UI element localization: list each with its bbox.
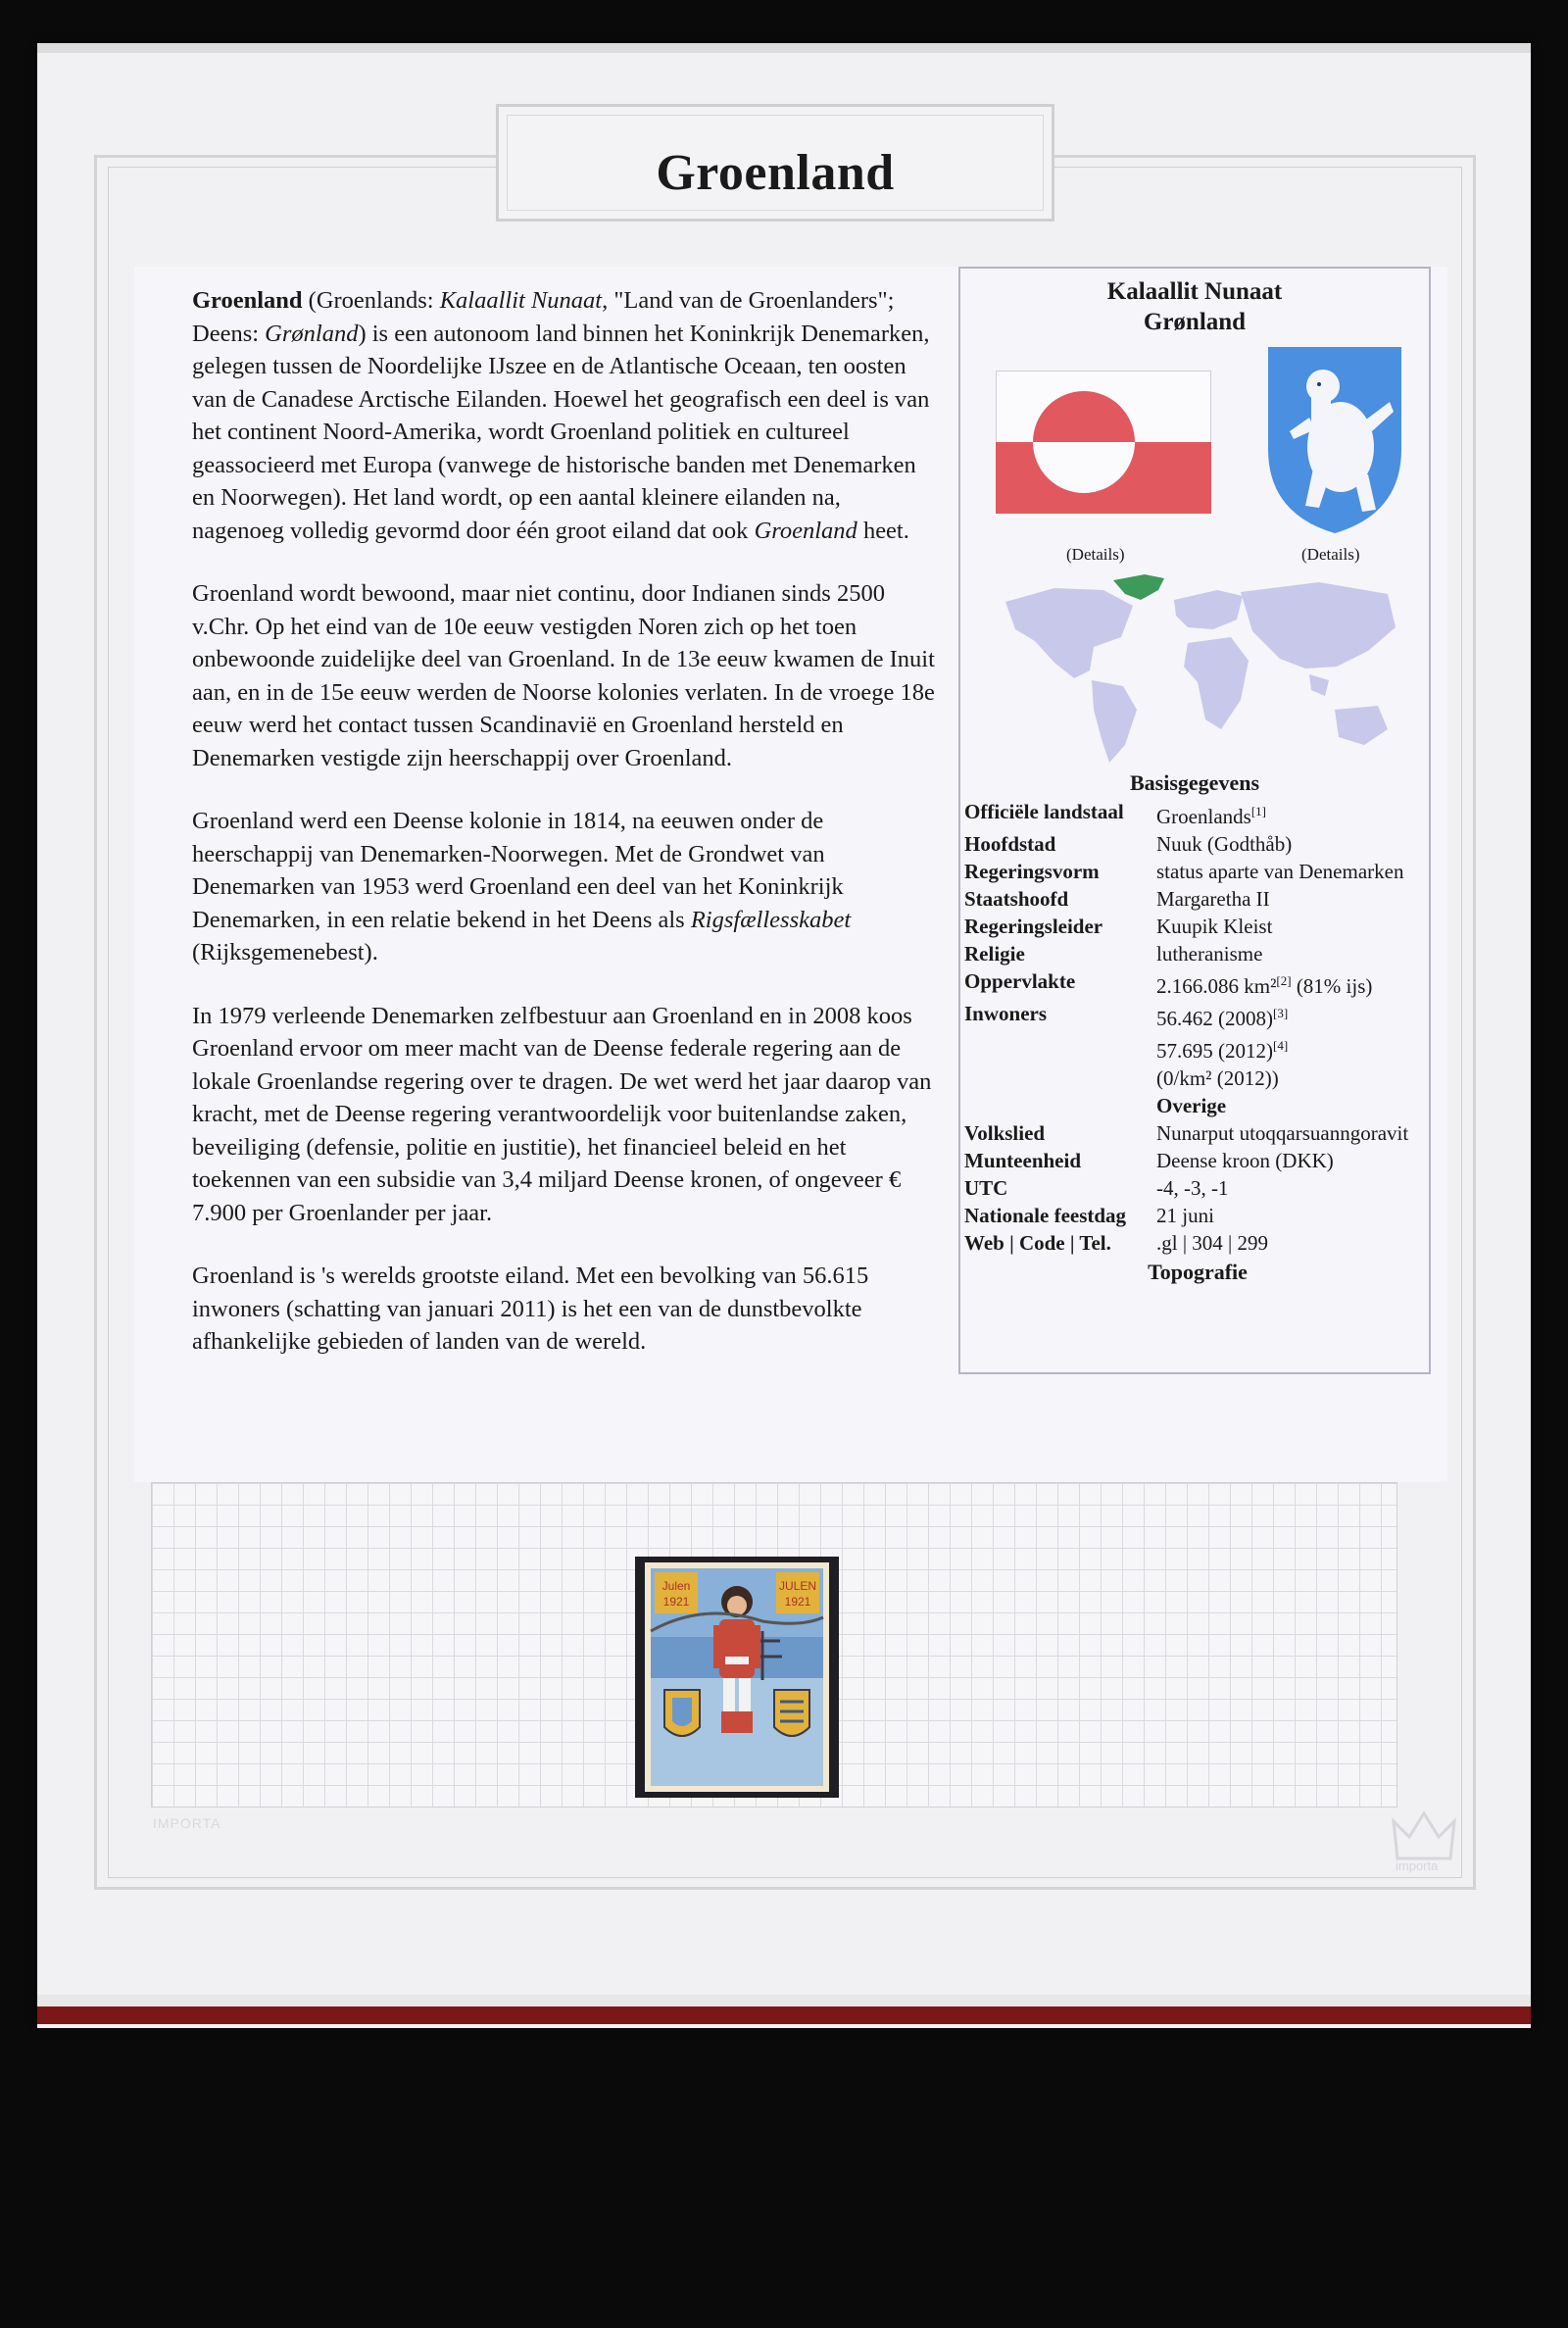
footnote-link[interactable]: [2] [1276, 973, 1292, 988]
value-text: (81% ijs) [1291, 974, 1373, 998]
title-box [496, 104, 1054, 222]
infobox-title [960, 276, 1429, 337]
row-capital [964, 830, 1431, 858]
stamp-label-left-2: 1921 [662, 1595, 690, 1609]
page-edge [37, 43, 1531, 53]
stamp-label-right-2: 1921 [784, 1595, 811, 1609]
paragraph-5: Groenland is 's werelds grootste eiland. Met een bevolking van 56.615 inwoners (schatting van januari 2011) is het een van de dunstbevolkte afhankelijke gebieden of landen van de wereld. [192, 1263, 869, 1355]
value-text: 2.166.086 km² [1156, 974, 1277, 998]
danish-name: Grønland [265, 320, 359, 347]
text-span: (Groenlands: [302, 287, 440, 314]
row-value: Kuupik Kleist [1156, 915, 1273, 938]
row-key: Nationale feestdag [964, 1204, 1127, 1227]
row-value: Margaretha II [1156, 887, 1270, 911]
coa-details-link[interactable]: (Details) [1301, 545, 1360, 564]
text-span: ) is een autonoom land binnen het Koninkrijk Denemarken, gelegen tussen de Noordelijke IJszee en de Atlantische Oceaan, ten oosten van de Canadese Arctische Eilanden. Hoewel het geografisch een deel is van het continent Noord-Amerika, wordt Groenland politiek en cultureel geassocieerd met Europa (vanwege de historische banden met Denemarken en Noorwegen). Het land wordt, op een aantal kleinere eilanden na, nagenoeg volledig gevormd door één groot eiland dat ook [192, 320, 930, 544]
row-key: Hoofdstad [964, 832, 1056, 856]
publisher-mark-right: importa [1396, 1858, 1439, 1873]
row-utc [964, 1174, 1431, 1202]
row-area [964, 967, 1431, 1000]
row-value: Nuuk (Godthåb) [1156, 832, 1293, 856]
text-span: Groenland werd een Deense kolonie in 1814, na eeuwen onder de heerschappij van Denemarken-Noorwegen. Met de Grondwet van Denemarken van 1953 werd Groenland een deel van het Koninkrijk Denemarken, in een relatie bekend in het Deens als [192, 808, 844, 933]
coat-of-arms-polar-bear-image [1264, 341, 1405, 537]
world-locator-map [996, 572, 1403, 768]
row-web-code-tel [964, 1229, 1431, 1257]
article-text [192, 284, 937, 1389]
value-line [1156, 1000, 1431, 1032]
greenland-flag-image [996, 371, 1211, 514]
paragraph-4: In 1979 verleende Denemarken zelfbestuur aan Groenland en in 2008 koos Groenland ervoor om meer macht van de Deense federale regering aan de lokale Groenlandse regering over te dragen. De wet werd het jaar daarop van kracht, met de Deense regering verantwoordelijk voor buitenlandse zaken, beveiliging (defensie, politie en justitie), het financieel beleid en het toekennen van een subsidie van 3,4 miljard Deense kronen, of ongeveer € 7.900 per Groenlander per jaar. [192, 1002, 932, 1226]
row-key: Web | Code | Tel. [964, 1231, 1111, 1255]
footnote-link[interactable]: [1] [1250, 804, 1266, 818]
row-key: Religie [964, 942, 1025, 966]
value-line [1156, 1032, 1431, 1065]
flag-details-link[interactable]: (Details) [1066, 545, 1125, 564]
value-text: Groenlands [1156, 805, 1251, 828]
row-key: Oppervlakte [964, 969, 1076, 993]
infobox-rows [964, 798, 1431, 1286]
danish-term: Rigsfællesskabet [690, 906, 852, 933]
row-head-of-government [964, 913, 1431, 940]
row-value [1156, 967, 1431, 1000]
row-government [964, 858, 1431, 885]
infobox-title-danish: Grønland [1143, 309, 1247, 335]
other-heading: Overige [1156, 1094, 1227, 1117]
basic-data-heading: Basisgegevens [1130, 770, 1259, 795]
row-religion [964, 940, 1431, 967]
row-key: Volkslied [964, 1121, 1046, 1145]
lead-term: Groenland [192, 287, 303, 314]
row-anthem [964, 1119, 1431, 1147]
island-name: Groenland [754, 517, 858, 544]
paragraph-3 [192, 805, 937, 969]
text-span: , "Land van de Groenlanders"; Deens: [192, 287, 895, 347]
page-title: Groenland [656, 145, 895, 201]
infobox-title-native: Kalaallit Nunaat [1106, 278, 1283, 305]
row-key: Munteenheid [964, 1149, 1082, 1172]
row-key: Staatshoofd [964, 887, 1069, 911]
row-key: Officiële landstaal [964, 800, 1124, 823]
row-value: status aparte van Denemarken [1156, 860, 1404, 883]
paragraph-2: Groenland wordt bewoond, maar niet continu, door Indianen sinds 2500 v.Chr. Op het eind van de 10e eeuw vestigden Noren zich op het toen onbewoonde zuidelijke deel van Groenland. In de 13e eeuw kwamen de Inuit aan, en in de 15e eeuw werden de Noorse kolonies verlaten. In de vroege 18e eeuw werd het contact tussen Scandinavië en Groenland hersteld en Denemarken vestigde zijn heerschappij over Groenland. [192, 580, 935, 771]
row-value [1156, 1000, 1431, 1092]
row-value [1156, 798, 1431, 830]
stamp-label-right-1: JULEN [778, 1579, 817, 1593]
row-key: Regeringsvorm [964, 860, 1100, 883]
value-text: 56.462 (2008) [1156, 1007, 1273, 1030]
row-head-of-state [964, 885, 1431, 913]
christmas-seal-stamp[interactable] [645, 1562, 829, 1792]
row-value: .gl | 304 | 299 [1156, 1231, 1268, 1255]
row-population [964, 1000, 1431, 1092]
row-key: Inwoners [964, 1002, 1048, 1025]
topography-heading: Topografie [1148, 1260, 1248, 1284]
row-key: UTC [964, 1176, 1008, 1200]
value-text: 57.695 (2012) [1156, 1039, 1273, 1063]
row-value: -4, -3, -1 [1156, 1176, 1229, 1200]
stamp-label-left-1: Julen [662, 1579, 691, 1593]
text-span: (Rijksgemenebest). [192, 939, 378, 966]
row-value: 21 juni [1156, 1204, 1214, 1227]
value-line: (0/km² (2012)) [1156, 1066, 1279, 1090]
text-span: heet. [857, 517, 909, 544]
row-value: Deense kroon (DKK) [1156, 1149, 1334, 1172]
row-key: Regeringsleider [964, 915, 1103, 938]
row-national-day [964, 1202, 1431, 1229]
crown-logo [1392, 1808, 1456, 1866]
row-value: lutheranisme [1156, 942, 1263, 966]
footnote-link[interactable]: [3] [1273, 1006, 1289, 1020]
album-binding-edge [37, 1995, 1531, 2024]
row-language [964, 798, 1431, 830]
paragraph-1 [192, 284, 937, 547]
publisher-mark-left: IMPORTA [153, 1815, 221, 1831]
footnote-link[interactable]: [4] [1273, 1038, 1289, 1053]
row-currency [964, 1147, 1431, 1174]
row-value: Nunarput utoqqarsuanngoravit [1156, 1121, 1409, 1145]
country-infobox [958, 267, 1431, 1374]
native-name: Kalaallit Nunaat [439, 287, 603, 314]
